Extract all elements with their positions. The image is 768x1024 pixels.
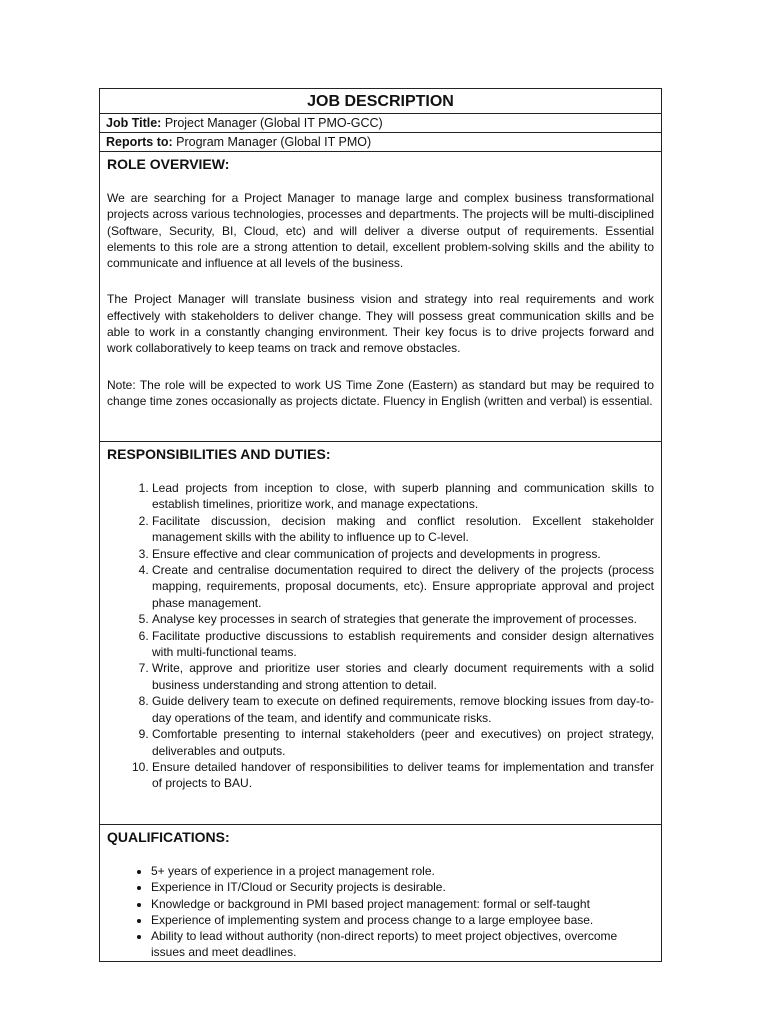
list-item: • Ability to lead without authority (non-direct reports) to meet project objectives, overcome issues and meet deadlines. (151, 928, 654, 961)
qualifications-list (107, 863, 654, 961)
role-overview-paragraph: The Project Manager will translate business vision and strategy into real requirements and work effectively with stakeholders to deliver change. They will possess great communication skills and be able to work in a constantly changing environment. Their key focus is to drive projects forward and work collaboratively to keep teams on track and remove obstacles. (107, 292, 654, 356)
reports-to-value: Program Manager (Global IT PMO) (176, 135, 372, 149)
list-item: 2. Facilitate discussion, decision making and conflict resolution. Excellent stakeholder management skills with the ability to influence up to C-level. (152, 513, 654, 546)
job-description-document (99, 88, 662, 962)
list-item: 4. Create and centralise documentation required to direct the delivery of the projects (process mapping, requirements, proposal documents, etc). Ensure appropriate approval and project phase management. (152, 562, 654, 611)
list-item: 10. Ensure detailed handover of responsibilities to deliver teams for implementation and transfer of projects to BAU. (152, 759, 654, 792)
list-item: • Experience of implementing system and process change to a large employee base. (151, 912, 654, 928)
qualifications-heading: QUALIFICATIONS: (107, 829, 230, 845)
reports-to-label: Reports to: (106, 135, 173, 149)
job-title-value: Project Manager (Global IT PMO-GCC) (164, 116, 383, 130)
list-item: 5. Analyse key processes in search of strategies that generate the improvement of processes. (152, 611, 654, 627)
job-title-row (100, 114, 661, 133)
list-item: • Knowledge or background in PMI based project management: formal or self-taught (151, 896, 654, 912)
responsibilities-list (107, 480, 654, 792)
list-item: • Experience in IT/Cloud or Security projects is desirable. (151, 879, 654, 895)
responsibilities-heading: RESPONSIBILITIES AND DUTIES: (107, 446, 331, 462)
role-overview-paragraph: Note: The role will be expected to work US Time Zone (Eastern) as standard but may be required to change time zones occasionally as projects dictate. Fluency in English (written and verbal) is essential. (107, 377, 654, 408)
list-item: 8. Guide delivery team to execute on defined requirements, remove blocking issues from day-to-day operations of the team, and identify and communicate risks. (152, 693, 654, 726)
document-title: JOB DESCRIPTION (100, 89, 661, 114)
list-item: • 5+ years of experience in a project management role. (151, 863, 654, 879)
list-item: 6. Facilitate productive discussions to establish requirements and consider design alternatives with multi-functional teams. (152, 628, 654, 661)
qualifications-section (100, 825, 661, 961)
role-overview-paragraph: We are searching for a Project Manager to manage large and complex business transformational projects across various technologies, processes and departments. The projects will be multi-disciplined (Software, Security, BI, Cloud, etc) and will deliver a diverse output of requirements. Essential elements to this role are a strong attention to detail, excellent problem-solving skills and the ability to communicate and influence at all levels of the business. (107, 191, 654, 271)
responsibilities-section (100, 442, 661, 825)
role-overview-heading: ROLE OVERVIEW: (107, 156, 230, 172)
list-item: 3. Ensure effective and clear communication of projects and developments in progress. (152, 546, 654, 562)
list-item: 1. Lead projects from inception to close, with superb planning and communication skills to establish timelines, prioritize work, and manage expectations. (152, 480, 654, 513)
list-item: 9. Comfortable presenting to internal stakeholders (peer and executives) on project strategy, deliverables and outputs. (152, 726, 654, 759)
reports-to-row (100, 133, 661, 152)
job-title-label: Job Title: (106, 116, 162, 130)
role-overview-section (100, 152, 661, 442)
list-item: 7. Write, approve and prioritize user stories and clearly document requirements with a solid business understanding and strong attention to detail. (152, 660, 654, 693)
